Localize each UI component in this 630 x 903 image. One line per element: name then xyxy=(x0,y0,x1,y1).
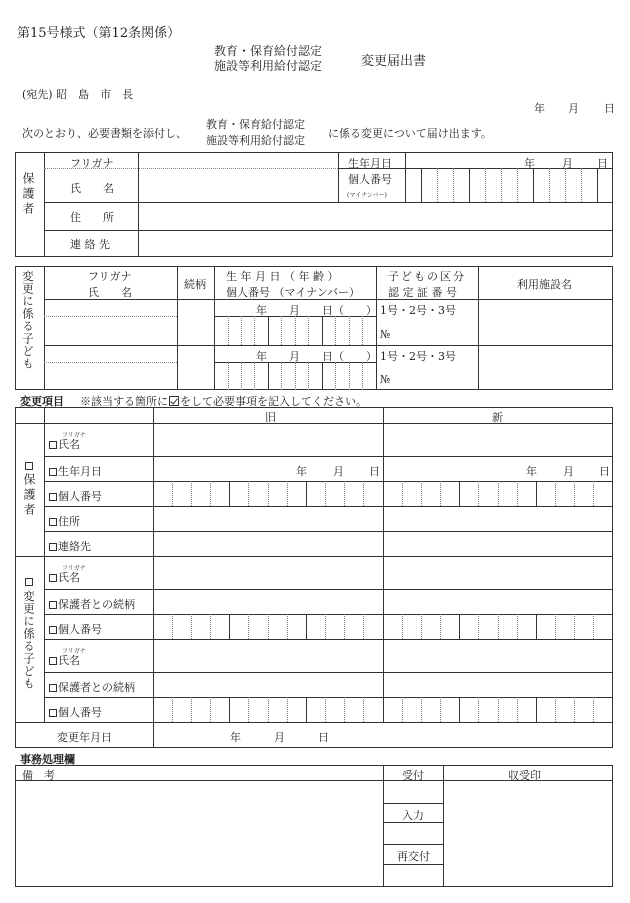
guardian-name-label: 氏 名 xyxy=(70,182,114,195)
reissue-label: 再交付 xyxy=(397,850,430,863)
guardian-contact-item-label: 連絡先 xyxy=(58,540,91,553)
item-guardian-birth xyxy=(49,463,102,479)
child2-cert-no: № xyxy=(380,373,391,386)
addressee: (宛先) 昭 島 市 長 xyxy=(22,88,134,101)
office-title: 事務処理欄 xyxy=(20,753,75,766)
child1-cert-no: № xyxy=(380,328,391,341)
item-guardian-contact xyxy=(49,538,91,554)
changes-title: 変更項目 xyxy=(20,395,64,408)
child1-relation-checkbox[interactable] xyxy=(49,601,57,609)
guardian-contact-label: 連 絡 先 xyxy=(70,238,110,251)
guardian-name-input[interactable] xyxy=(140,170,340,202)
new-birth-month: 月 xyxy=(563,465,574,478)
title-suffix: 変更届出書 xyxy=(361,54,427,69)
title-line1: 教育・保育給付認定 xyxy=(214,44,323,58)
guardian-address-checkbox[interactable] xyxy=(49,518,57,526)
guardian-address-input[interactable] xyxy=(140,204,614,230)
new-birth-year: 年 xyxy=(526,465,537,478)
child2-furigana-input[interactable] xyxy=(46,347,179,362)
change-date-label: 変更年月日 xyxy=(57,731,112,744)
guardian-birth-label: 生年月日 xyxy=(348,157,392,170)
guardian-section-checkbox[interactable] xyxy=(25,462,33,470)
child1-name-item-label: 氏名 xyxy=(58,571,80,584)
guardian-birth-item-label: 生年月日 xyxy=(58,465,102,478)
furigana-small-1: フリガナ xyxy=(62,432,86,439)
child2-facility-input[interactable] xyxy=(480,347,614,390)
guardian-address-label: 住 所 xyxy=(70,211,114,224)
child2-relation-item-label: 保護者との続柄 xyxy=(58,681,135,694)
changes-guardian-label: 保護者 xyxy=(22,473,36,518)
item-child2-mynumber xyxy=(49,704,102,720)
guardian-contact-checkbox[interactable] xyxy=(49,543,57,551)
guardian-section-label: 保護者 xyxy=(21,172,35,217)
child2-birth-date: 年 月 日（ ） xyxy=(256,350,377,363)
child-furigana-label: フリガナ xyxy=(88,270,132,283)
remarks-label: 備 考 xyxy=(22,769,55,782)
guardian-mynumber-item-label: 個人番号 xyxy=(58,490,102,503)
item-guardian-address xyxy=(49,513,80,529)
child1-facility-input[interactable] xyxy=(480,301,614,345)
child-birth-age-label: 生 年 月 日 （ 年 齢 ） xyxy=(226,270,339,283)
intro-suffix: に係る変更について届け出ます。 xyxy=(328,127,492,140)
child2-category: 1号・2号・3号 xyxy=(380,350,456,363)
guardian-name-checkbox[interactable] xyxy=(49,441,57,449)
item-child1-name xyxy=(49,569,80,585)
child1-mynumber-item-label: 個人番号 xyxy=(58,623,102,636)
guardian-furigana-label: フリガナ xyxy=(70,157,114,170)
child1-relation-item-label: 保護者との続柄 xyxy=(58,598,135,611)
child-relation-label: 続柄 xyxy=(184,278,206,291)
child-facility-label: 利用施設名 xyxy=(517,278,572,291)
guardian-mynumber-checkbox[interactable] xyxy=(49,493,57,501)
submit-year: 年 xyxy=(534,102,545,115)
changes-note-suffix: をして必要事項を記入してください。 xyxy=(180,395,367,408)
item-child1-mynumber xyxy=(49,621,102,637)
child1-furigana-input[interactable] xyxy=(46,301,179,316)
guardian-address-item-label: 住所 xyxy=(58,515,80,528)
form-number: 第15号様式（第12条関係） xyxy=(17,26,181,41)
old-birth-day: 日 xyxy=(369,465,380,478)
guardian-birth-month: 月 xyxy=(562,157,573,170)
item-guardian-mynumber xyxy=(49,488,102,504)
guardian-name-item-label: 氏名 xyxy=(58,438,80,451)
child-section-label: 変更に係る子ども xyxy=(21,270,35,370)
item-child2-relation xyxy=(49,679,135,695)
child-section-checkbox[interactable] xyxy=(25,578,33,586)
child2-mynumber-item-label: 個人番号 xyxy=(58,706,102,719)
submit-month: 月 xyxy=(568,102,579,115)
child2-name-item-label: 氏名 xyxy=(58,654,80,667)
input-label: 入力 xyxy=(402,809,424,822)
child2-name-checkbox[interactable] xyxy=(49,657,57,665)
child1-name-input[interactable] xyxy=(46,318,179,345)
intro-mid1: 教育・保育給付認定 xyxy=(206,118,305,131)
col-new-header: 新 xyxy=(492,411,503,424)
child2-mynumber-checkbox[interactable] xyxy=(49,709,57,717)
item-guardian-name xyxy=(49,436,80,452)
furigana-small-3: フリガナ xyxy=(62,648,86,655)
item-child2-name xyxy=(49,652,80,668)
furigana-small-2: フリガナ xyxy=(62,565,86,572)
title-line2: 施設等利用給付認定 xyxy=(214,59,323,73)
new-birth-day: 日 xyxy=(599,465,610,478)
changes-note-prefix: ※該当する箇所に xyxy=(80,395,168,408)
guardian-furigana-input[interactable] xyxy=(140,153,340,169)
stamp-label: 収受印 xyxy=(508,769,541,782)
change-date-value: 年 月 日 xyxy=(230,731,329,744)
submit-day: 日 xyxy=(604,102,615,115)
guardian-birth-checkbox[interactable] xyxy=(49,468,57,476)
check-mark-icon xyxy=(169,396,179,406)
child-mynumber-label: 個人番号 （マイナンバー） xyxy=(226,286,360,299)
guardian-birth-year: 年 xyxy=(524,157,535,170)
guardian-contact-input[interactable] xyxy=(140,232,614,257)
child-category-label: 子どもの区分 xyxy=(388,270,466,283)
guardian-mynumber-label: 個人番号 xyxy=(348,173,392,186)
child2-name-input[interactable] xyxy=(46,364,179,390)
child2-relation-checkbox[interactable] xyxy=(49,684,57,692)
guardian-birth-day: 日 xyxy=(597,157,608,170)
guardian-mynumber-sub: (マイナンバー) xyxy=(347,192,387,199)
remarks-textarea[interactable] xyxy=(17,782,385,889)
col-old-header: 旧 xyxy=(265,411,276,424)
child1-birth-date: 年 月 日（ ） xyxy=(256,304,377,317)
old-birth-month: 月 xyxy=(333,465,344,478)
child1-mynumber-checkbox[interactable] xyxy=(49,626,57,634)
child1-category: 1号・2号・3号 xyxy=(380,304,456,317)
child-cert-label: 認 定 証 番 号 xyxy=(388,286,457,299)
intro-prefix: 次のとおり、必要書類を添付し、 xyxy=(22,127,187,140)
child-name-label: 氏 名 xyxy=(88,286,132,299)
changes-child-label: 変更に係る子ども xyxy=(22,590,36,690)
intro-mid2: 施設等利用給付認定 xyxy=(206,134,305,147)
item-child1-relation xyxy=(49,596,135,612)
received-label: 受付 xyxy=(402,769,424,782)
old-birth-year: 年 xyxy=(296,465,307,478)
child1-name-checkbox[interactable] xyxy=(49,574,57,582)
